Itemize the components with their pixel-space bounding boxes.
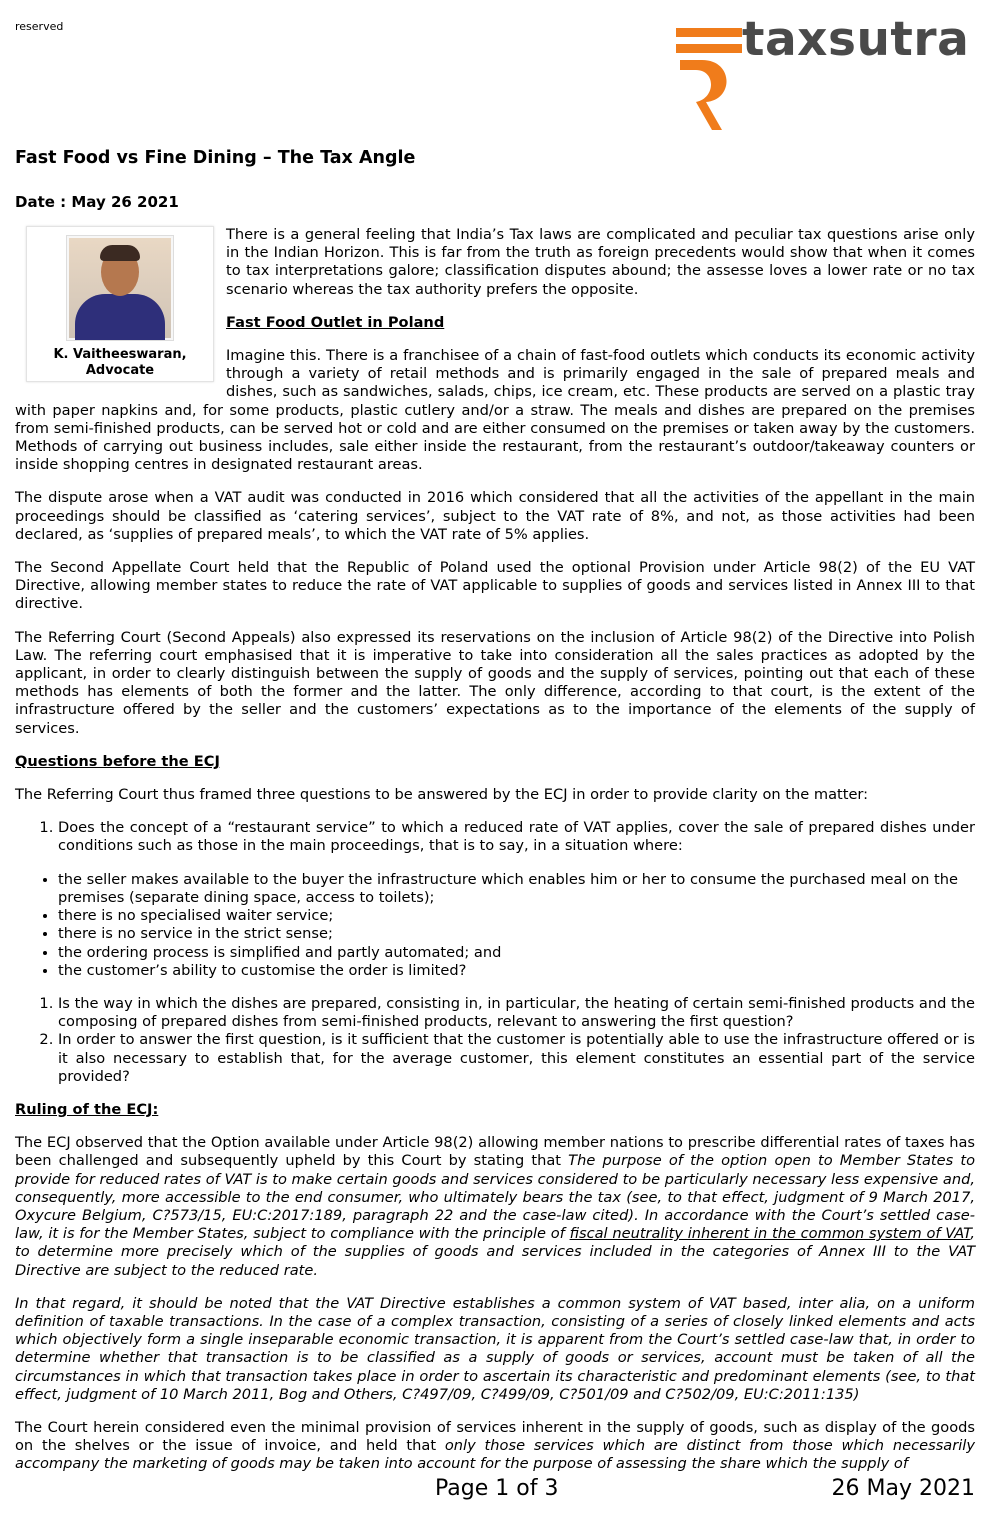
author-card xyxy=(26,226,214,382)
paragraph-2: The dispute arose when a VAT audit was conducted in 2016 which considered that all the activities of the appellant in the main proceedings should be classified as ‘catering services’, subject to the VAT rate of 8%, and not, as those activities had been declared, as ‘supplies of prepared meals’, to which the VAT rate of 5% applies. xyxy=(15,489,975,543)
question-list-2 xyxy=(15,995,975,1086)
footer-date: 26 May 2021 xyxy=(831,1476,975,1501)
question-item: 2. In order to answer the first question, is it sufficient that the customer is potentially able to use the infrastructure offered or is it also necessary to establish that, for the average customer, this element constitutes an essential part of the service provided? xyxy=(58,1031,975,1086)
ruling-quote: The purpose of the option open to Member States to provide for reduced rates of VAT is to make certain goods and services considered to be particularly necessary less expensive and, consequently, more accessible to the end consumer, who ultimately bears the tax (see, to that effect, judgment of 9 March 2017, Oxycure Belgium, C?573/15, EU:C:2017:189, paragraph 22 and the case-law cited). In accordance with the Court’s settled case-law, it is for the Member States, subject to compliance with the principle of xyxy=(15,1152,975,1243)
ruling-text: The ECJ observed that the Option available under Article 98(2) allowing member nations to prescribe differential rates of taxes has been challenged and subsequently upheld by this Court by stating that xyxy=(15,1134,975,1170)
question-item: 1. Is the way in which the dishes are prepared, consisting in, in particular, the heating of certain semi-finished products and the composing of prepared dishes from semi-finished products, relevant to answering the first question? xyxy=(58,995,975,1031)
heading-ruling: Ruling of the ECJ: xyxy=(15,1100,159,1118)
ruling-paragraph xyxy=(15,1134,975,1280)
list-item: • the seller makes available to the buyer the infrastructure which enables him or her to consume the purchased meal on the premises (separate dining space, access to toilets); xyxy=(58,871,975,907)
page-number: Page 1 of 3 xyxy=(435,1476,559,1501)
paragraph-4: The Referring Court (Second Appeals) also expressed its reservations on the inclusion of Article 98(2) of the Directive into Polish Law. The referring court emphasised that it is imperative to take into consideration all the sales practices as adopted by the applicant, in order to clearly distinguish between the supply of goods and the supply of services, pointing out that each of these methods has elements of both the former and the latter. The only difference, according to that court, is the extent of the infrastructure offered by the seller and the customers’ expectations as to the importance of the elements of the supply of services. xyxy=(15,628,975,737)
article xyxy=(15,146,975,1489)
paragraph-5: The Referring Court thus framed three questions to be answered by the ECJ in order to provide clarity on the matter: xyxy=(15,786,869,804)
ruling-quote-end: , to determine more precisely which of the supplies of goods and services included in the categories of Annex III to the VAT Directive are subject to the reduced rate. xyxy=(15,1225,976,1279)
heading-questions: Questions before the ECJ xyxy=(15,752,220,770)
taxsutra-logo[interactable] xyxy=(676,12,970,132)
rupee-symbol-icon xyxy=(676,20,746,132)
last-text: The Court herein considered even the minimal provision of services inherent in the supply of goods, such as display of the goods on the shelves or the issue of invoice, and held that xyxy=(15,1418,975,1455)
article-title: Fast Food vs Fine Dining – The Tax Angle xyxy=(15,148,416,168)
italic-text: In that regard, it should be noted that the VAT Directive establishes a common system of VAT based, inter alia, on a uniform definition of taxable transactions. In the case of a complex transaction, consisting of a series of closely linked elements and acts which objectively form a single inseparable economic transaction, it is apparent from the Court’s settled case-law that, in order to determine whether that transaction is to be classified as a supply of goods or services, account must be taken of all the circumstances in which that transaction takes place in order to ascertain its characteristic and predominant elements (see, to that effect, judgment of 10 March 2011, Bog and Others, C?497/09, C?499/09, C?501/09 and C?502/09, EU:C:2011:135) xyxy=(15,1294,975,1403)
logo-wordmark: taxsutra xyxy=(742,12,970,67)
list-item: • there is no service in the strict sense; xyxy=(58,925,975,943)
list-item: • there is no specialised waiter service; xyxy=(58,907,975,925)
last-quote: only those services which are distinct from those which necessarily accompany the marketing of goods may be taken into account for the purpose of assessing the share which the supply of xyxy=(15,1437,975,1473)
paragraph-1: Imagine this. There is a franchisee of a chain of fast-food outlets which conducts its economic activity through a variety of retail methods and is primarily engaged in the sale of prepared meals and dishes, such as sandwiches, salads, chips, ice cream, etc. These products are served on a plastic tray with paper napkins and, for some products, plastic cutlery and/or a straw. The meals and dishes are prepared on the premises from semi-finished products, can be served hot or cold and are either consumed on the premises or taken away by the customers. Methods of carrying out business includes, sale either inside the restaurant, from the restaurant’s outdoor/takeaway counters or inside shopping centres in designated restaurant areas. xyxy=(15,347,975,474)
fiscal-neutrality-link[interactable]: fiscal neutrality inherent in the common system of VAT xyxy=(569,1225,971,1243)
article-date: Date : May 26 2021 xyxy=(15,193,179,211)
italic-paragraph xyxy=(15,1295,975,1404)
list-item: • the ordering process is simplified and partly automated; and xyxy=(58,944,975,962)
heading-fast-food-outlet: Fast Food Outlet in Poland xyxy=(226,313,445,331)
condition-list xyxy=(15,871,975,980)
author-photo xyxy=(66,235,174,341)
paragraph-3: The Second Appellate Court held that the Republic of Poland used the optional Provision under Article 98(2) of the EU VAT Directive, allowing member states to reduce the rate of VAT applicable to supplies of goods and services listed in Annex III to that directive. xyxy=(15,559,975,613)
list-item: • the customer’s ability to customise the order is limited? xyxy=(58,962,975,980)
author-role: Advocate xyxy=(85,363,155,378)
reserved-text: reserved xyxy=(15,20,64,33)
question-item: 1. Does the concept of a “restaurant service” to which a reduced rate of VAT applies, cover the sale of prepared dishes under conditions such as those in the main proceedings, that is to say, in a situation where: xyxy=(58,819,975,855)
intro-paragraph: There is a general feeling that India’s Tax laws are complicated and peculiar tax questions arise only in the Indian Horizon. This is far from the truth as foreign precedents would show that when it comes to tax interpretations galore; classification disputes abound; the assesse loves a lower rate or no tax scenario whereas the tax authority prefers the opposite. xyxy=(226,226,975,298)
last-paragraph xyxy=(15,1419,975,1474)
author-name: K. Vaitheeswaran, xyxy=(53,347,187,362)
question-list xyxy=(15,819,975,855)
